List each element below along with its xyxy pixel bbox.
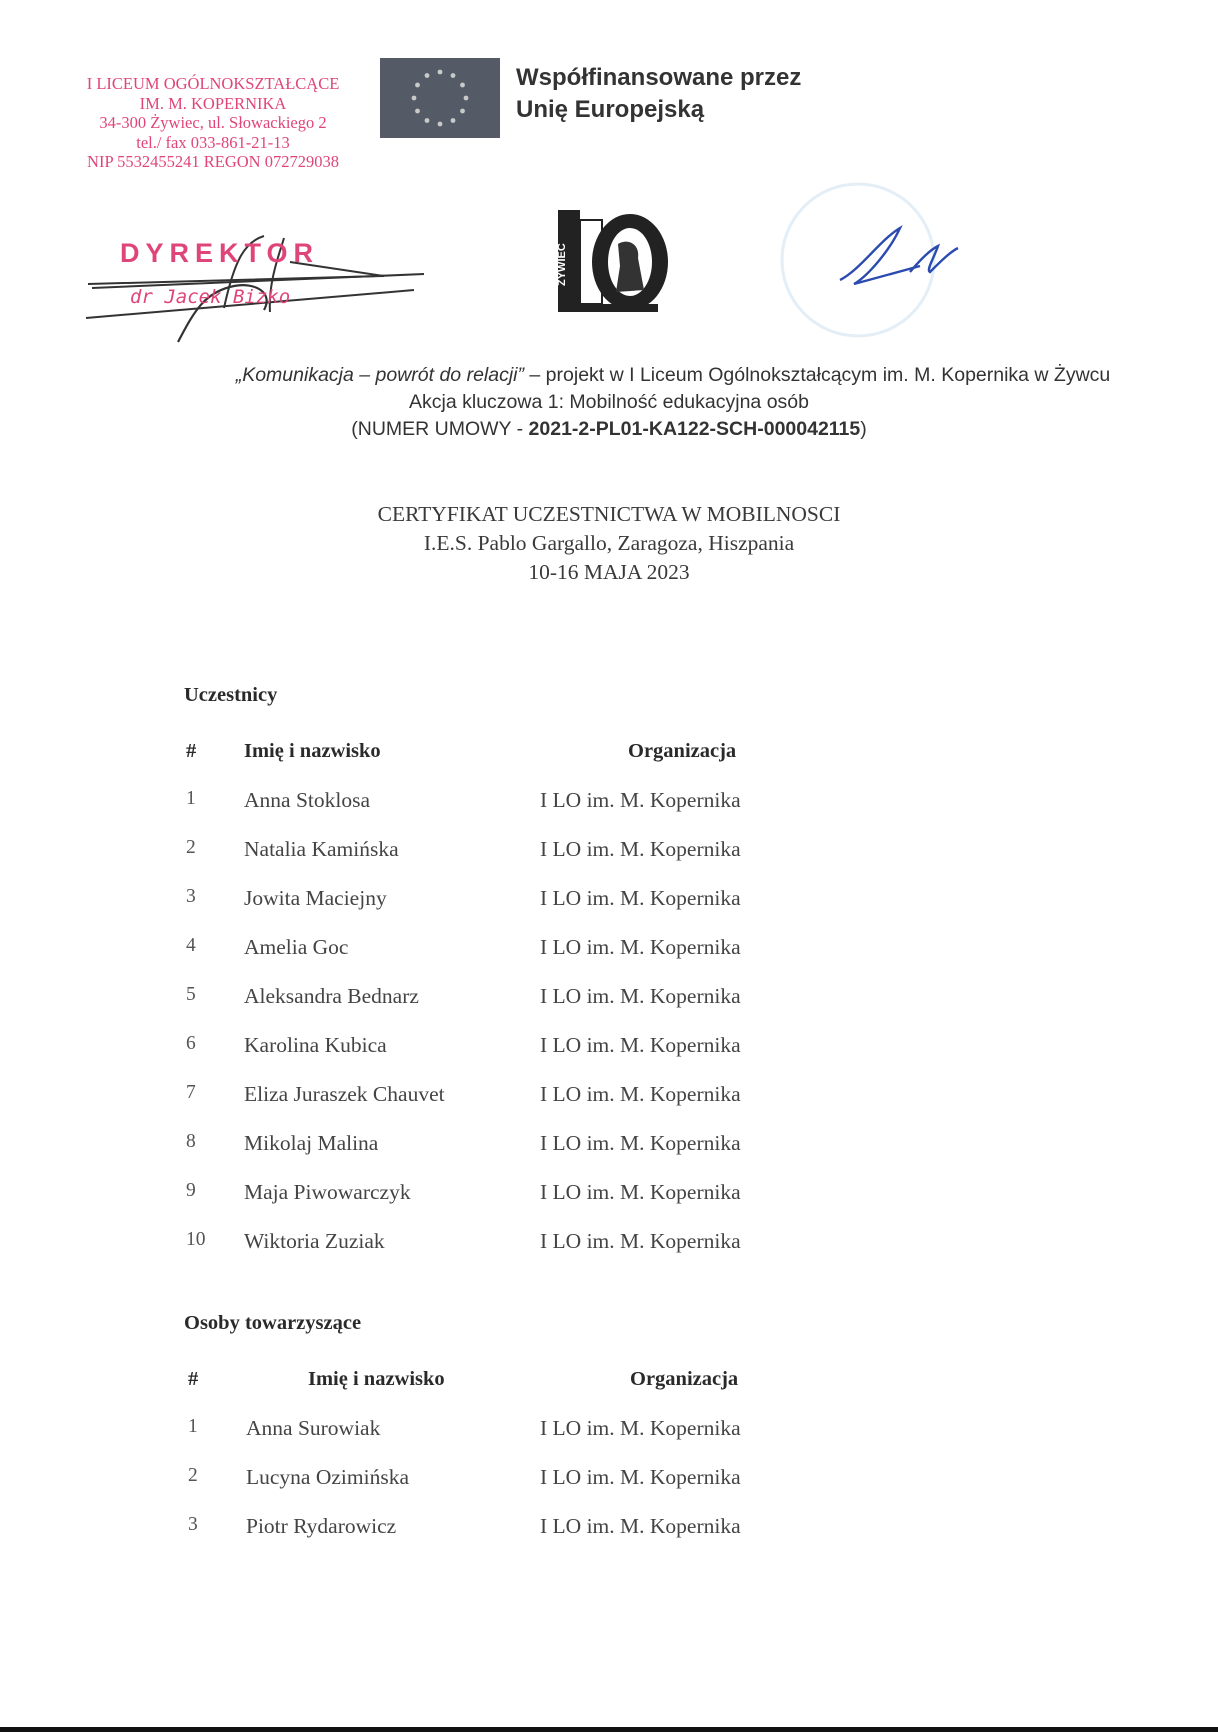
director-name: dr Jacek Bizko <box>130 286 291 308</box>
director-title: DYREKTOR <box>120 238 320 268</box>
contract-prefix: (NUMER UMOWY - <box>351 418 529 440</box>
row-organization: I LO im. M. Kopernika <box>540 1229 741 1253</box>
eu-line-2: Unię Europejską <box>516 96 705 123</box>
row-number: 3 <box>186 886 196 907</box>
contract-suffix: ) <box>860 418 867 440</box>
row-number: 5 <box>186 984 196 1005</box>
row-name: Karolina Kubica <box>244 1033 387 1057</box>
row-organization: I LO im. M. Kopernika <box>540 1416 741 1440</box>
row-name: Eliza Juraszek Chauvet <box>244 1082 445 1106</box>
school-stamp <box>62 74 364 172</box>
participants-header-name: Imię i nazwisko <box>244 740 381 762</box>
stamp-line: I LICEUM OGÓLNOKSZTAŁCĄCE <box>86 74 340 93</box>
row-organization: I LO im. M. Kopernika <box>540 1180 741 1204</box>
row-organization: I LO im. M. Kopernika <box>540 1465 741 1489</box>
row-organization: I LO im. M. Kopernika <box>540 1033 741 1057</box>
row-number: 2 <box>188 1465 198 1486</box>
project-info <box>0 362 1218 443</box>
row-organization: I LO im. M. Kopernika <box>540 837 741 861</box>
logo-vertical-text: ŻYWIEC <box>556 243 568 287</box>
stamp-line: tel./ fax 033-861-21-13 <box>136 132 290 152</box>
row-name: Wiktoria Zuziak <box>244 1229 385 1253</box>
row-number: 1 <box>188 1416 198 1437</box>
row-name: Maja Piwowarczyk <box>244 1180 411 1204</box>
row-organization: I LO im. M. Kopernika <box>540 935 741 959</box>
row-number: 7 <box>186 1082 196 1103</box>
row-name: Aleksandra Bednarz <box>244 984 419 1008</box>
row-organization: I LO im. M. Kopernika <box>540 984 741 1008</box>
row-number: 9 <box>186 1180 196 1201</box>
project-title-line <box>0 362 1218 389</box>
row-name: Jowita Maciejny <box>244 886 387 910</box>
companions-header-name: Imię i nazwisko <box>308 1368 445 1390</box>
row-name: Amelia Goc <box>244 935 349 959</box>
project-title: „Komunikacja – powrót do relacji” <box>235 364 524 386</box>
row-name: Anna Surowiak <box>246 1416 381 1440</box>
certificate-place: I.E.S. Pablo Gargallo, Zaragoza, Hiszpania <box>423 531 795 555</box>
row-name: Piotr Rydarowicz <box>246 1514 397 1538</box>
row-number: 2 <box>186 837 196 858</box>
stamp-line: 34-300 Żywiec, ul. Słowackiego 2 <box>99 113 327 132</box>
row-organization: I LO im. M. Kopernika <box>540 1131 741 1155</box>
row-number: 3 <box>188 1514 198 1535</box>
certificate-title: CERTYFIKAT UCZESTNICTWA W MOBILNOSCI <box>377 502 841 526</box>
stamp-line: IM. M. KOPERNIKA <box>139 93 287 113</box>
project-title-rest: – projekt w I Liceum Ogólnokształcącym im. M. Kopernika w Żywcu <box>524 364 1111 386</box>
row-number: 8 <box>186 1131 196 1152</box>
row-number: 1 <box>186 788 196 809</box>
participants-section-title: Uczestnicy <box>184 684 278 706</box>
row-organization: I LO im. M. Kopernika <box>540 788 741 812</box>
row-name: Lucyna Ozimińska <box>246 1465 409 1489</box>
row-number: 4 <box>186 935 196 956</box>
companions-header-num: # <box>188 1368 199 1390</box>
row-organization: I LO im. M. Kopernika <box>540 886 741 910</box>
eu-line-1: Współfinansowane przez <box>516 64 802 91</box>
row-name: Mikolaj Malina <box>244 1131 379 1155</box>
row-number: 6 <box>186 1033 196 1054</box>
stamp-line: NIP 5532455241 REGON 072729038 <box>87 152 339 171</box>
project-contract <box>0 416 1218 443</box>
row-name: Anna Stoklosa <box>244 788 371 812</box>
certificate-date: 10-16 MAJA 2023 <box>528 560 690 584</box>
row-organization: I LO im. M. Kopernika <box>540 1514 741 1538</box>
row-number: 10 <box>186 1229 206 1250</box>
eu-cofinance-text <box>516 62 801 126</box>
companions-section-title: Osoby towarzyszące <box>184 1312 362 1334</box>
companions-header-org: Organizacja <box>630 1368 739 1390</box>
participants-header-num: # <box>186 740 197 762</box>
certificate-heading <box>0 500 1218 587</box>
row-organization: I LO im. M. Kopernika <box>540 1082 741 1106</box>
row-name: Natalia Kamińska <box>244 837 399 861</box>
page-bottom-edge <box>0 1727 1218 1732</box>
coordinator-signature-drawing <box>780 180 1000 350</box>
eu-flag-icon <box>380 58 500 138</box>
contract-number: 2021-2-PL01-KA122-SCH-000042115 <box>528 418 861 440</box>
project-action: Akcja kluczowa 1: Mobilność edukacyjna osób <box>409 391 809 413</box>
participants-header-org: Organizacja <box>628 740 737 762</box>
